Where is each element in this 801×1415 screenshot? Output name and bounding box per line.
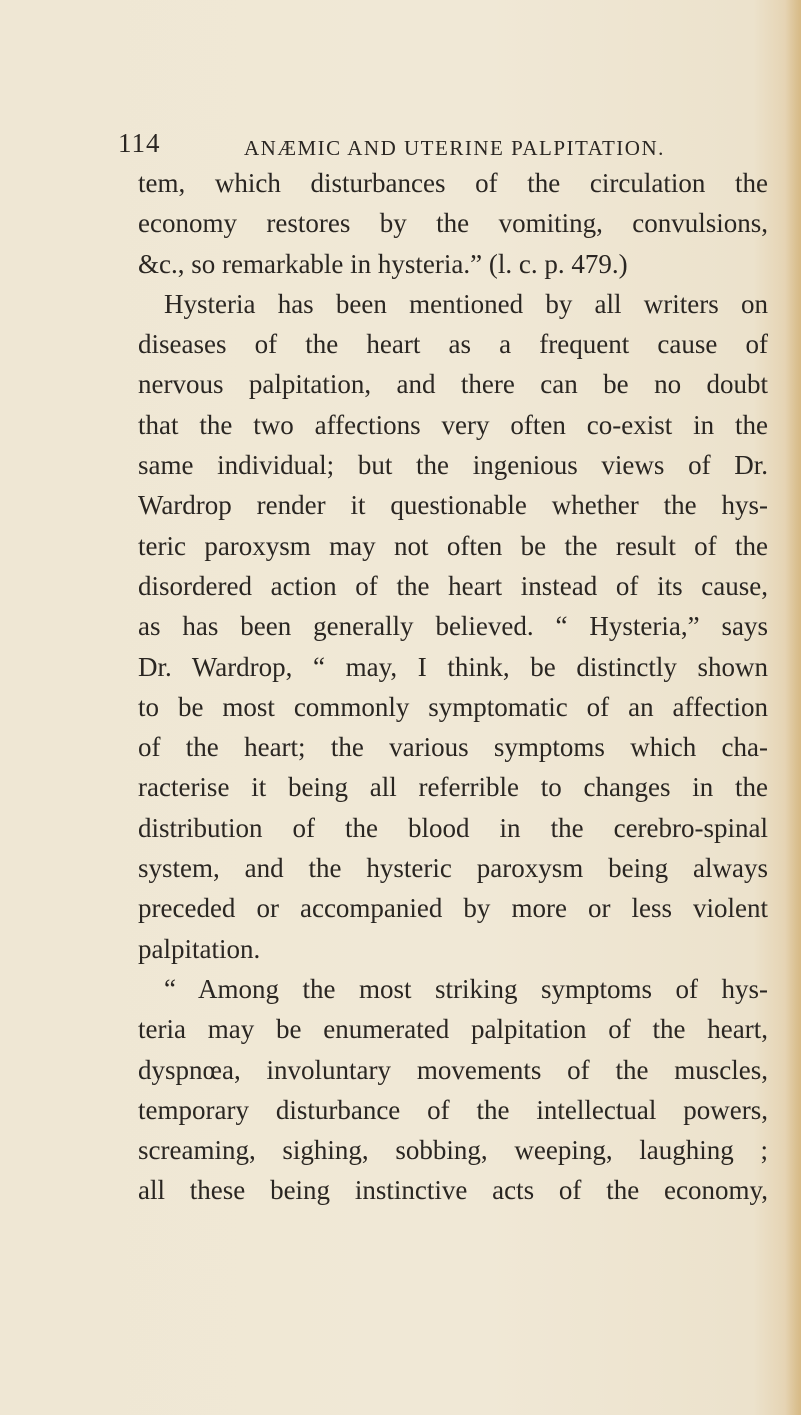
text-line: teria may be enumerated palpitation of the heart,: [138, 1014, 768, 1045]
text-line: preceded or accompanied by more or less violent: [138, 893, 768, 924]
text-line: Hysteria has been mentioned by all writers on: [164, 288, 768, 319]
text-line: dyspnœa, involuntary movements of the muscles,: [138, 1054, 768, 1085]
text-line: of the heart; the various symptoms which cha-: [138, 732, 768, 763]
text-line: diseases of the heart as a frequent cause of: [138, 329, 768, 360]
text-line: Wardrop render it questionable whether the hys-: [138, 490, 768, 521]
text-line: same individual; but the ingenious views of Dr.: [138, 450, 768, 481]
text-line: that the two affections very often co-exist in the: [138, 409, 768, 440]
page-number: 114: [118, 128, 161, 158]
page-edge-stain: [785, 0, 801, 1415]
running-head: ANÆMIC AND UTERINE PALPITATION.: [244, 136, 665, 160]
text-line: temporary disturbance of the intellectual powers,: [138, 1094, 768, 1125]
text-line: palpitation.: [138, 933, 261, 964]
text-line: as has been generally believed. “ Hysteria,” says: [138, 611, 768, 642]
text-line: all these being instinctive acts of the economy,: [138, 1175, 768, 1206]
text-line: nervous palpitation, and there can be no doubt: [138, 369, 768, 400]
text-line: screaming, sighing, sobbing, weeping, laughing ;: [138, 1135, 768, 1166]
text-line: system, and the hysteric paroxysm being always: [138, 853, 768, 884]
text-line: teric paroxysm may not often be the result of the: [138, 530, 768, 561]
text-line: “ Among the most striking symptoms of hys-: [164, 973, 768, 1004]
text-line: economy restores by the vomiting, convulsions,: [138, 208, 768, 239]
text-line: &c., so remarkable in hysteria.” (l. c. p. 479.): [138, 248, 628, 279]
text-line: distribution of the blood in the cerebro-spinal: [138, 812, 768, 843]
text-line: disordered action of the heart instead of its cause,: [138, 570, 768, 601]
text-line: racterise it being all referrible to changes in the: [138, 772, 768, 803]
text-line: Dr. Wardrop, “ may, I think, be distinctly shown: [138, 651, 768, 682]
page-header: [118, 128, 698, 168]
body-text: [138, 163, 768, 1211]
text-line: tem, which disturbances of the circulation the: [138, 168, 768, 198]
text-line: to be most commonly symptomatic of an affection: [138, 691, 768, 722]
